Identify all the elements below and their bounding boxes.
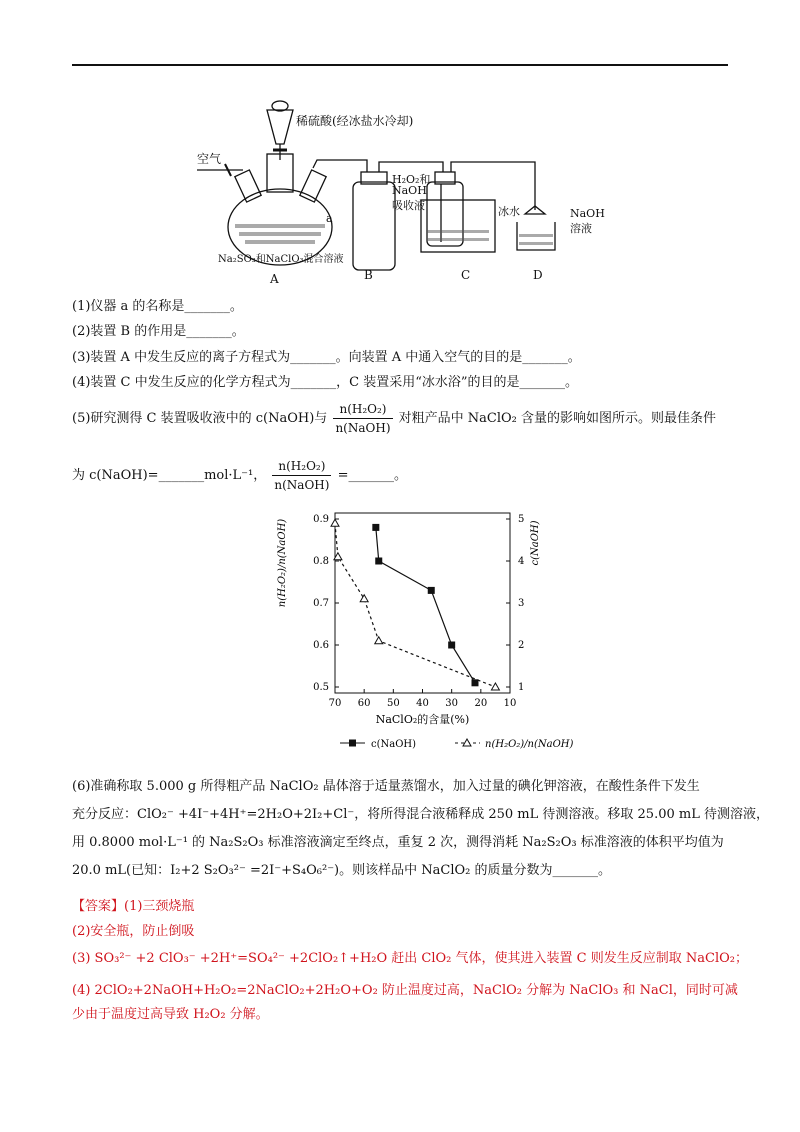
x-tick-label: 20 xyxy=(474,698,488,709)
x-tick-label: 50 xyxy=(386,698,400,709)
answer-2: (2)安全瓶，防止倒吸 xyxy=(72,924,195,939)
plot-frame xyxy=(335,513,510,693)
q5-text-b: 对粗产品中 NaClO₂ 含量的影响如图所示。则最佳条件 xyxy=(398,411,717,426)
header-rule xyxy=(72,64,728,66)
answer-1: 【答案】(1)三颈烧瓶 xyxy=(72,899,195,914)
data-point-triangle xyxy=(375,637,383,644)
fraction-2 xyxy=(272,457,331,494)
question-4: (4)装置 C 中发生反应的化学方程式为_______，C 装置采用“冰水浴”的目的是_______。 xyxy=(72,375,578,390)
answer-4b: 少由于温度过高导致 H₂O₂ 分解。 xyxy=(72,1007,269,1022)
label-c: C xyxy=(461,268,471,282)
frac2-den: n(NaOH) xyxy=(274,478,330,492)
x-axis-label: NaClO₂的含量(%) xyxy=(375,713,470,726)
answer-3: (3) SO₃²⁻ +2 ClO₃⁻ +2H⁺=SO₄²⁻ +2ClO₂↑+H₂O 赶出 ClO₂ 气体，使其进入装置 C 则发生反应制取 NaClO₂； xyxy=(72,951,748,966)
q5-text-d: =_______。 xyxy=(337,468,407,483)
naoh-label: NaOH xyxy=(570,207,605,220)
right-tick-label: 1 xyxy=(518,682,525,693)
ice-bath xyxy=(421,200,495,252)
data-point-square xyxy=(428,587,435,594)
x-tick-label: 70 xyxy=(328,698,342,709)
x-tick-label: 30 xyxy=(445,698,459,709)
question-3: (3)装置 A 中发生反应的离子方程式为_______。向装置 A 中通入空气的目的是_______。 xyxy=(72,350,581,365)
q5-text-c: 为 c(NaOH)=_______mol·L⁻¹， xyxy=(72,468,267,483)
left-tick-label: 0.5 xyxy=(313,682,329,693)
bottle-b xyxy=(353,182,395,270)
question-6-line1: (6)准确称取 5.000 g 所得粗产品 NaClO₂ 晶体溶于适量蒸馏水，加入过量的碘化钾溶液，在酸性条件下发生 xyxy=(72,779,700,794)
left-tick-label: 0.8 xyxy=(313,556,329,567)
right-tick-label: 2 xyxy=(518,640,525,651)
label-a: A xyxy=(270,272,279,286)
label-d: D xyxy=(533,268,543,282)
ice-water-label: 冰水 xyxy=(498,205,520,218)
frac2-num: n(H₂O₂) xyxy=(272,457,331,476)
bottle-c xyxy=(427,182,463,246)
series-line-1 xyxy=(376,527,475,682)
q5-text-a: (5)研究测得 C 装置吸收液中的 c(NaOH)与 xyxy=(72,411,328,426)
right-tick-label: 5 xyxy=(518,514,525,525)
data-point-triangle xyxy=(360,595,368,602)
legend-label-1: c(NaOH) xyxy=(371,739,417,750)
separatory-funnel xyxy=(267,110,293,144)
b-liquid-label-2: NaOH xyxy=(392,184,427,197)
left-tick-label: 0.6 xyxy=(313,640,329,651)
left-axis-label: n(H₂O₂)/n(NaOH) xyxy=(277,518,288,608)
right-axis-label: c(NaOH) xyxy=(530,520,541,566)
question-2: (2)装置 B 的作用是_______。 xyxy=(72,324,245,339)
left-tick-label: 0.9 xyxy=(313,514,329,525)
x-tick-label: 60 xyxy=(357,698,371,709)
question-6-line3: 用 0.8000 mol·L⁻¹ 的 Na₂S₂O₃ 标准溶液滴定至终点，重复 2 次，测得消耗 Na₂S₂O₃ 标准溶液的体积平均值为 xyxy=(72,835,724,850)
right-tick-label: 4 xyxy=(518,556,525,567)
mixture-label: Na₂SO₃和NaClO₃混合溶液 xyxy=(218,254,344,265)
frac-num: n(H₂O₂) xyxy=(333,400,392,419)
data-point-square xyxy=(372,524,379,531)
right-tick-label: 3 xyxy=(518,598,525,609)
x-tick-label: 10 xyxy=(503,698,517,709)
b-liquid-label: H₂O₂和 xyxy=(392,173,431,186)
flask-a-label: a xyxy=(326,212,333,225)
naoh-solution-label: 溶液 xyxy=(570,222,592,235)
legend-label-2: n(H₂O₂)/n(NaOH) xyxy=(485,739,574,750)
question-6-line4: 20.0 mL(已知：I₂+2 S₂O₃²⁻ =2I⁻+S₄O₆²⁻)。则该样品中 NaClO₂ 的质量分数为_______。 xyxy=(72,863,611,878)
answer-4: (4) 2ClO₂+2NaOH+H₂O₂=2NaClO₂+2H₂O+O₂ 防止温度过高，NaClO₂ 分解为 NaClO₃ 和 NaCl，同时可减 xyxy=(72,983,738,998)
series-line-2 xyxy=(335,523,495,687)
question-5-line2 xyxy=(72,457,407,494)
left-tick-label: 0.7 xyxy=(313,598,329,609)
frac-den: n(NaOH) xyxy=(335,421,391,435)
label-b: B xyxy=(364,268,373,282)
data-point-triangle xyxy=(331,519,339,526)
legend-marker-1 xyxy=(349,740,356,747)
question-5-line1 xyxy=(72,400,716,437)
b-liquid-label-3: 吸收液 xyxy=(392,199,425,212)
question-6-line2: 充分反应：ClO₂⁻ +4I⁻+4H⁺=2H₂O+2I₂+Cl⁻，将所得混合液稀释成 250 mL 待测溶液。移取 25.00 mL 待测溶液， xyxy=(72,807,769,822)
acid-label: 稀硫酸(经冰盐水冷却) xyxy=(296,114,414,128)
air-label: 空气 xyxy=(197,152,222,166)
chart xyxy=(255,505,574,770)
x-tick-label: 40 xyxy=(416,698,429,709)
fraction xyxy=(333,400,392,437)
question-1: (1)仪器 a 的名称是_______。 xyxy=(72,299,243,314)
data-point-square xyxy=(375,558,382,565)
data-point-triangle xyxy=(491,683,499,690)
data-point-square xyxy=(448,642,455,649)
